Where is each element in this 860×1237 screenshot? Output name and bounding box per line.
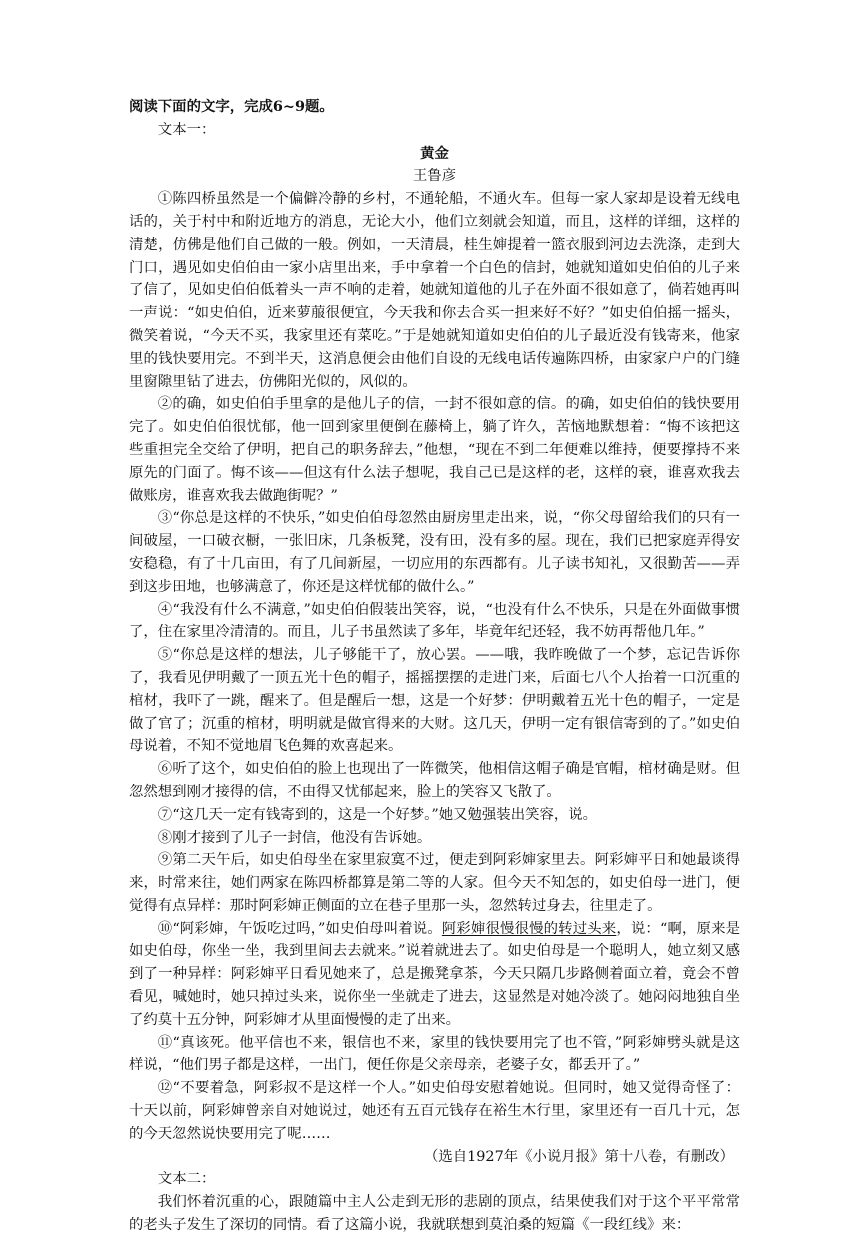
paragraph-10-after: ，说：“啊，原来是如史伯母，你坐一坐，我到里间去去就来。”说着就进去了。如史伯母是一个聪明人，她立刻又感到了一种异样：阿彩婶平日看见她来了，总是搬凳拿茶，今天只隔几步路侧着面立着，竟会不曾看见，喊她时，她只掉过头来，说你坐一坐就走了进去，这显然是对她冷淡了。她闷闷地独自坐了约莫十五分钟，阿彩婶才从里面慢慢的走了出来。	[129, 920, 740, 1028]
paragraph-7: ⑦“这几天一定有钱寄到的，这是一个好梦。”她又勉强装出笑容，说。	[157, 806, 598, 823]
paragraph-11: ⑪“真该死。他平信也不来，银信也不来，家里的钱快要用完了也不管，”阿彩婶劈头就是这样说，“他们男子都是这样，一出门，便任你是父亲母亲，老婆子女，都丢开了。”	[129, 1034, 740, 1074]
paragraph-3: ③“你总是这样的不快乐，”如史伯伯母忽然由厨房里走出来，说，“你父母留给我们的只有一间破屋，一口破衣橱，一张旧床，几条板凳，没有田，没有多的屋。现在，我们已把家庭弄得安安稳稳，有了十几亩田，有了几间新屋，一切应用的东西都有。儿子读书知礼，又很勤苦——弄到这步田地，也够满意了，你还是这样忧郁的做什么。”	[129, 510, 740, 595]
paragraph-5: ⑤“你总是这样的想法，儿子够能干了，放心罢。——哦，我昨晚做了一个梦，忘记告诉你了，我看见伊明戴了一顶五光十色的帽子，摇摇摆摆的走进门来，后面七八个人抬着一口沉重的棺材，我吓了一跳，醒来了。但是醒后一想，这是一个好梦：伊明戴着五光十色的帽子，一定是做了官了；沉重的棺材，明明就是做官得来的大财。这几天，伊明一定有银信寄到的了。”如史伯母说着，不知不觉地眉飞色舞的欢喜起来。	[129, 647, 740, 755]
paragraph-12: ⑫“不要着急，阿彩叔不是这样一个人。”如史伯母安慰着她说。但同时，她又觉得奇怪了：十天以前，阿彩婶曾亲自对她说过，她还有五百元钱存在裕生木行里，家里还有一百几十元，怎的今天忽然说快要用完了呢……	[129, 1080, 740, 1142]
paragraph-10	[129, 918, 740, 1032]
text2-paragraph: 我们怀着沉重的心，跟随篇中主人公走到无形的悲剧的顶点，结果使我们对于这个平平常常的老头子发生了深切的同情。看了这篇小说，我就联想到莫泊桑的短篇《一段红线》来：	[129, 1194, 740, 1234]
question-instruction: 阅读下面的文字，完成6~9题。	[129, 98, 334, 115]
paragraph-9: ⑨第二天午后，如史伯母坐在家里寂寞不过，便走到阿彩婶家里去。阿彩婶平日和她最谈得来，时常来往，她们两家在陈四桥都算是第二等的人家。但今天不知怎的，如史伯母一进门，便觉得有点异样：那时阿彩婶正侧面的立在巷子里那一头，忽然转过身去，往里走了。	[129, 852, 740, 914]
story-title: 黄金	[420, 144, 449, 162]
paragraph-6: ⑥听了这个，如史伯伯的脸上也现出了一阵微笑，他相信这帽子确是官帽，棺材确是财。但忽然想到刚才接得的信，不由得又忧郁起来，脸上的笑容又飞散了。	[129, 761, 740, 800]
story-author: 王鲁彦	[412, 168, 457, 185]
paragraph-1: ①陈四桥虽然是一个偏僻冷静的乡村，不通轮船，不通火车。但每一家人家却是设着无线电话的，关于村中和附近地方的消息，无论大小，他们立刻就会知道，而且，这样的详细，这样的清楚，仿佛是他们自己做的一般。例如，一天清晨，桂生婶提着一篮衣服到河边去洗涤，走到大门口，遇见如史伯伯由一家小店里出来，手中拿着一个白色的信封，她就知道如史伯伯的儿子来了信了，见如史伯伯低着头一声不响的走着，她就知道他的儿子在外面不很如意了，倘若她再叫一声说：“如史伯伯，近来萝菔很便宜，今天我和你去合买一担来好不好？”如史伯伯摇一摇头，微笑着说，“今天不买，我家里还有菜吃。”于是她就知道如史伯伯的儿子最近没有钱寄来，他家里的钱快要用完。不到半天，这消息便会由他们自设的无线电话传遍陈四桥，由家家户户的门缝里窗隙里钻了进去，仿佛阳光似的，风似的。	[129, 191, 740, 390]
paragraph-2: ②的确，如史伯伯手里拿的是他儿子的信，一封不很如意的信。的确，如史伯伯的钱快要用完了。如史伯伯很忧郁，他一回到家里便倒在藤椅上，躺了许久，苦恼地默想着：“悔不该把这些重担完全交给了伊明，把自己的职务辞去，”他想，“现在不到二年便难以维持，便要撑持不来原先的门面了。悔不该——但这有什么法子想呢，我自己已是这样的老，这样的衰，谁喜欢我去做账房，谁喜欢我去做跑街呢？”	[129, 396, 740, 504]
paragraph-8: ⑧刚才接到了儿子一封信，他没有告诉她。	[157, 829, 432, 846]
underlined-sentence: 阿彩婶很慢很慢的转过头来	[441, 920, 617, 937]
paragraph-10-before: ⑩“阿彩婶，午饭吃过吗，”如史伯母叫着说。	[157, 920, 442, 937]
text1-label: 文本一：	[157, 121, 216, 138]
text2-label: 文本二：	[157, 1171, 216, 1188]
paragraph-4: ④“我没有什么不满意，”如史伯伯假装出笑容，说，“也没有什么不快乐，只是在外面做事惯了，住在家里冷清清的。而且，儿子书虽然读了多年，毕竟年纪还轻，我不妨再帮他几年。”	[129, 601, 740, 641]
source-citation: （选自1927年《小说月报》第十八卷，有删改）	[423, 1148, 734, 1165]
